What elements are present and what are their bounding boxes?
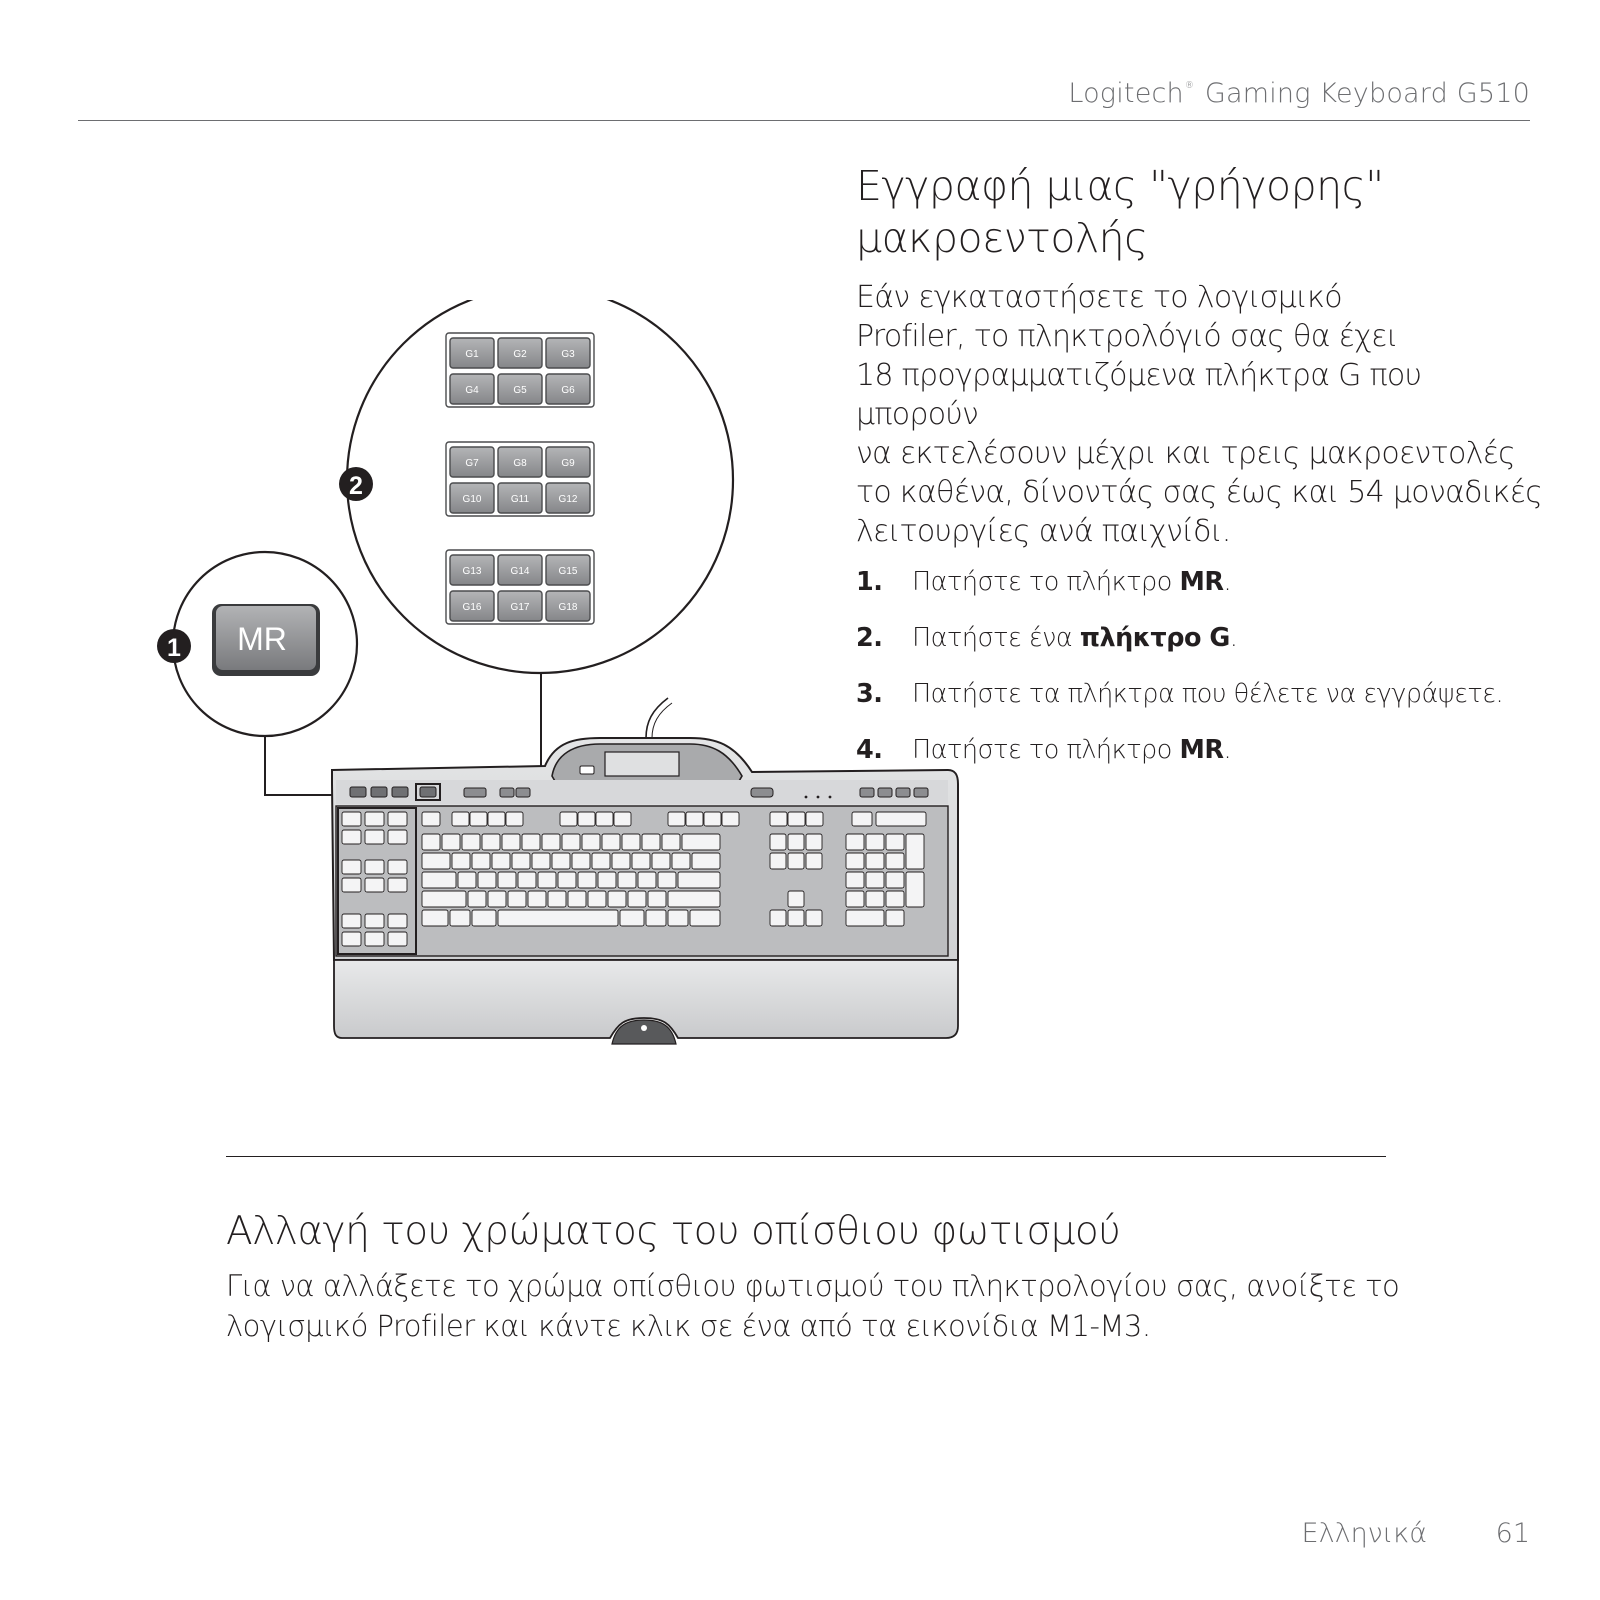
step-text: Πατήστε ένα πλήκτρο G. bbox=[912, 623, 1238, 653]
keyboard-key bbox=[422, 872, 456, 888]
keyboard-key bbox=[488, 812, 505, 826]
keyboard-key bbox=[668, 891, 720, 907]
keyboard-key bbox=[598, 872, 616, 888]
g-key bbox=[498, 555, 542, 585]
keyboard-key bbox=[852, 812, 872, 826]
keyboard-key bbox=[608, 891, 626, 907]
page-footer bbox=[1302, 1518, 1530, 1549]
keyboard-key bbox=[422, 812, 440, 826]
g-key bbox=[450, 447, 494, 477]
g-key-label: G10 bbox=[462, 494, 482, 505]
keyboard-key bbox=[388, 914, 407, 928]
keyboard-key bbox=[452, 853, 470, 869]
g-key-label: G5 bbox=[513, 385, 527, 396]
keyboard-key bbox=[770, 853, 786, 869]
keyboard-key bbox=[662, 834, 680, 850]
header-title bbox=[1068, 78, 1530, 109]
keyboard-key bbox=[542, 834, 560, 850]
keyboard-key bbox=[502, 834, 520, 850]
keyboard-key bbox=[472, 853, 490, 869]
keyboard-key bbox=[612, 853, 630, 869]
g-key-label: G12 bbox=[558, 494, 578, 505]
keyboard-key bbox=[492, 853, 510, 869]
keyboard-key bbox=[342, 830, 361, 844]
keyboard-key bbox=[482, 834, 500, 850]
title-line-2: μακροεντολής bbox=[856, 214, 1148, 262]
g-key-label: G3 bbox=[561, 349, 575, 360]
keyboard-key bbox=[770, 910, 786, 926]
keyboard-key bbox=[450, 910, 470, 926]
callout-2 bbox=[339, 467, 373, 501]
g-key bbox=[450, 555, 494, 585]
keyboard-key bbox=[488, 891, 506, 907]
keyboard-key bbox=[342, 932, 361, 946]
keyboard-key bbox=[866, 891, 884, 907]
keyboard-key bbox=[788, 812, 805, 826]
keyboard-key bbox=[846, 834, 864, 850]
logitech-logo bbox=[641, 1025, 647, 1031]
keyboard-key bbox=[462, 834, 480, 850]
keyboard-key bbox=[806, 853, 822, 869]
step-item bbox=[856, 567, 1546, 623]
keyboard-key bbox=[588, 891, 606, 907]
keyboard-key bbox=[806, 910, 822, 926]
keyboard-key bbox=[548, 891, 566, 907]
keyboard-key bbox=[596, 812, 613, 826]
keyboard-key bbox=[552, 853, 570, 869]
g-key bbox=[546, 483, 590, 513]
g-key-label: G11 bbox=[510, 494, 530, 505]
keyboard-key bbox=[388, 830, 407, 844]
step-item bbox=[856, 623, 1546, 679]
keyboard-key bbox=[692, 853, 720, 869]
keyboard-key bbox=[532, 853, 550, 869]
keyboard-key bbox=[512, 853, 530, 869]
g-key bbox=[498, 447, 542, 477]
g-key bbox=[498, 374, 542, 404]
header-rule bbox=[78, 120, 1530, 121]
keyboard-key bbox=[618, 872, 636, 888]
step-text: Πατήστε το πλήκτρο MR. bbox=[912, 567, 1232, 597]
keyboard-key bbox=[906, 872, 924, 907]
lcd-screen bbox=[605, 752, 679, 776]
keyboard-key bbox=[690, 910, 720, 926]
g-key-label: G17 bbox=[510, 602, 530, 613]
keyboard-key bbox=[498, 910, 618, 926]
header-brand: Logitech bbox=[1068, 78, 1184, 109]
keyboard-key bbox=[686, 812, 703, 826]
svg-text:2: 2 bbox=[349, 472, 363, 500]
keyboard-key bbox=[365, 830, 384, 844]
keyboard-key bbox=[422, 891, 466, 907]
step-item bbox=[856, 679, 1546, 735]
keyboard-key bbox=[678, 872, 720, 888]
g-key-label: G16 bbox=[462, 602, 482, 613]
keyboard-key bbox=[886, 834, 904, 850]
step-number: 3. bbox=[856, 679, 883, 709]
header-product: Gaming Keyboard G510 bbox=[1204, 78, 1530, 109]
keyboard-key bbox=[388, 860, 407, 874]
mr-key bbox=[212, 604, 320, 676]
g-key bbox=[450, 338, 494, 368]
g-key-label: G2 bbox=[513, 349, 527, 360]
keyboard-key bbox=[770, 812, 787, 826]
keyboard-key bbox=[562, 834, 580, 850]
keyboard-key bbox=[658, 872, 676, 888]
keyboard-key bbox=[622, 834, 640, 850]
keyboard-key bbox=[560, 812, 577, 826]
keyboard-key bbox=[620, 910, 644, 926]
keyboard-key bbox=[365, 878, 384, 892]
g-key bbox=[450, 483, 494, 513]
title-line-1: Εγγραφή μιας "γρήγορης" bbox=[856, 162, 1384, 210]
keyboard-key bbox=[806, 834, 822, 850]
keyboard-key bbox=[578, 812, 595, 826]
keyboard-key bbox=[342, 878, 361, 892]
step-number: 1. bbox=[856, 567, 883, 597]
keyboard-key bbox=[470, 812, 487, 826]
keyboard-key bbox=[422, 853, 450, 869]
keyboard-key bbox=[342, 914, 361, 928]
keyboard-key bbox=[628, 891, 646, 907]
g-key-label: G13 bbox=[462, 566, 482, 577]
g-key-label: G4 bbox=[465, 385, 479, 396]
keyboard-key bbox=[388, 812, 407, 826]
keyboard-key bbox=[846, 853, 864, 869]
keyboard-key bbox=[558, 872, 576, 888]
step-number: 4. bbox=[856, 735, 883, 765]
step-item bbox=[856, 735, 1546, 791]
keyboard-key bbox=[478, 872, 496, 888]
backlight-title: Αλλαγή του χρώματος του οπίσθιου φωτισμού bbox=[226, 1209, 1121, 1254]
keyboard-key bbox=[614, 812, 631, 826]
keyboard-key bbox=[582, 834, 600, 850]
keyboard-key bbox=[422, 910, 448, 926]
keyboard-key bbox=[788, 910, 804, 926]
keyboard-key bbox=[704, 812, 721, 826]
g-key-label: G6 bbox=[561, 385, 575, 396]
keyboard-key bbox=[508, 891, 526, 907]
registered-mark: ® bbox=[1184, 81, 1195, 91]
keyboard-key bbox=[722, 812, 739, 826]
g-key-label: G15 bbox=[558, 566, 578, 577]
g-key bbox=[546, 374, 590, 404]
keyboard-key bbox=[458, 872, 476, 888]
g-key-label: G18 bbox=[558, 602, 578, 613]
keyboard-key bbox=[528, 891, 546, 907]
footer-language: Ελληνικά bbox=[1301, 1518, 1428, 1549]
keyboard-key bbox=[522, 834, 540, 850]
keyboard-key bbox=[668, 910, 688, 926]
section-divider bbox=[226, 1156, 1386, 1157]
g-key bbox=[450, 591, 494, 621]
keyboard-key bbox=[866, 872, 884, 888]
g-key bbox=[498, 338, 542, 368]
callout-1 bbox=[157, 629, 191, 663]
keyboard-key bbox=[876, 812, 926, 826]
keyboard-key bbox=[452, 812, 469, 826]
keyboard-key bbox=[342, 860, 361, 874]
keyboard-key bbox=[672, 853, 690, 869]
macro-intro: Εάν εγκαταστήσετε το λογισμικό Profiler, το πληκτρολόγιό σας θα έχει 18 προγραμματιζόμενα πλήκτρα G που μπορούν να εκτελέσουν μέχρι και τρεις μακροεντολές το καθένα, δίνοντάς σας έως και 54 μοναδικές λειτουργίες ανά παιχνίδι. bbox=[856, 280, 1543, 549]
keyboard-key bbox=[886, 910, 904, 926]
keyboard-key bbox=[846, 891, 864, 907]
backlight-section bbox=[226, 1206, 1426, 1346]
keyboard-key bbox=[365, 860, 384, 874]
keyboard-key bbox=[866, 834, 884, 850]
g-key bbox=[546, 338, 590, 368]
keyboard-key bbox=[668, 812, 685, 826]
keyboard-key bbox=[568, 891, 586, 907]
keyboard-key bbox=[886, 853, 904, 869]
keyboard-key bbox=[638, 872, 656, 888]
step-text: Πατήστε τα πλήκτρα που θέλετε να εγγράψετε. bbox=[912, 679, 1504, 709]
g-key-label: G9 bbox=[561, 458, 575, 469]
keyboard-illustration bbox=[0, 300, 1000, 1060]
keyboard-key bbox=[388, 878, 407, 892]
g-key bbox=[498, 591, 542, 621]
keyboard-key bbox=[806, 812, 823, 826]
g-key-label: G14 bbox=[510, 566, 530, 577]
svg-text:1: 1 bbox=[167, 634, 181, 662]
keyboard-key bbox=[538, 872, 556, 888]
keyboard-key bbox=[498, 872, 516, 888]
g-key bbox=[498, 483, 542, 513]
g-key bbox=[546, 555, 590, 585]
g-key-label: G8 bbox=[513, 458, 527, 469]
keyboard-key bbox=[468, 891, 486, 907]
keyboard-key bbox=[442, 834, 460, 850]
keyboard-key bbox=[682, 834, 720, 850]
keyboard-key bbox=[632, 853, 650, 869]
keyboard-key bbox=[572, 853, 590, 869]
keyboard-key bbox=[342, 812, 361, 826]
g-key-label: G1 bbox=[465, 349, 479, 360]
keyboard-key bbox=[788, 891, 804, 907]
keyboard-key bbox=[906, 834, 924, 869]
keyboard-key bbox=[365, 932, 384, 946]
page-number: 61 bbox=[1495, 1518, 1530, 1549]
step-text: Πατήστε το πλήκτρο MR. bbox=[912, 735, 1232, 765]
keyboard-key bbox=[648, 891, 666, 907]
keyboard-key bbox=[506, 812, 523, 826]
keyboard-key bbox=[788, 834, 804, 850]
mr-key-label: MR bbox=[237, 621, 287, 657]
keyboard-key bbox=[472, 910, 496, 926]
macro-section bbox=[856, 160, 1546, 791]
keyboard-key bbox=[866, 853, 884, 869]
keyboard-key bbox=[770, 834, 786, 850]
keyboard-key bbox=[642, 834, 660, 850]
g-key-label: G7 bbox=[465, 458, 479, 469]
steps-list bbox=[856, 567, 1546, 791]
keyboard-key bbox=[388, 932, 407, 946]
keyboard-key bbox=[602, 834, 620, 850]
keyboard-key bbox=[518, 872, 536, 888]
keyboard-key bbox=[365, 812, 384, 826]
g-key bbox=[546, 591, 590, 621]
macro-section-title bbox=[856, 160, 1546, 264]
keyboard-key bbox=[592, 853, 610, 869]
keyboard-key bbox=[578, 872, 596, 888]
keyboard-key bbox=[365, 914, 384, 928]
g-key bbox=[450, 374, 494, 404]
keyboard-key bbox=[788, 853, 804, 869]
keyboard-key bbox=[846, 910, 884, 926]
backlight-text: Για να αλλάξετε το χρώμα οπίσθιου φωτισμού του πληκτρολογίου σας, ανοίξτε το λογισμικό Profiler και κάντε κλικ σε ένα από τα εικονίδια M1-M3. bbox=[226, 1269, 1400, 1343]
keyboard-key bbox=[646, 910, 666, 926]
g-key bbox=[546, 447, 590, 477]
keyboard-key bbox=[886, 891, 904, 907]
step-number: 2. bbox=[856, 623, 883, 653]
keyboard-key bbox=[422, 834, 440, 850]
keyboard-key bbox=[652, 853, 670, 869]
keyboard-key bbox=[846, 872, 864, 888]
keyboard-key bbox=[886, 872, 904, 888]
